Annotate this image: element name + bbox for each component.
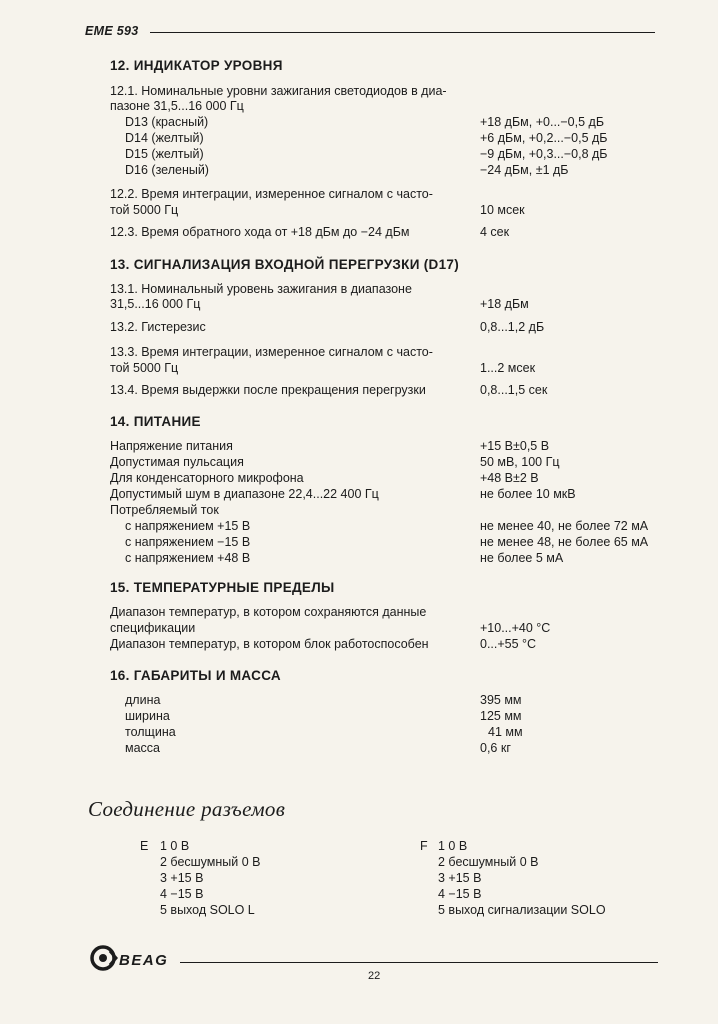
s13-p3-line1: 13.3. Время интеграции, измеренное сигналом с часто-: [110, 345, 433, 359]
section-16-title: 16. ГАБАРИТЫ И МАССА: [110, 668, 281, 683]
header-rule: [150, 32, 655, 33]
dimension-value: 395 мм: [480, 693, 522, 707]
connectors-title: Соединение разъемов: [88, 797, 286, 821]
s14-current-row-value: не более 5 мА: [480, 551, 564, 565]
dimension-value: 125 мм: [480, 709, 522, 723]
s15-r1-line1: Диапазон температур, в котором сохраняются данные: [110, 605, 427, 619]
beag-logo: [88, 943, 183, 973]
connector-e-pin: 4 −15 В: [160, 887, 204, 901]
dimension-label: масса: [125, 741, 160, 755]
s12-p3-line1: 12.3. Время обратного хода от +18 дБм до −24 дБм: [110, 225, 410, 239]
s13-p4-line1: 13.4. Время выдержки после прекращения перегрузки: [110, 383, 426, 397]
s13-p4-value: 0,8...1,5 сек: [480, 383, 548, 397]
s12-p1-line1: 12.1. Номинальные уровни зажигания светодиодов в диа-: [110, 84, 447, 98]
connector-f-pin: 1 0 B: [438, 839, 468, 853]
dimension-label: длина: [125, 693, 161, 707]
s13-p1-line2: 31,5...16 000 Гц: [110, 297, 201, 311]
led-label: D16 (зеленый): [125, 163, 209, 177]
s13-p1-line1: 13.1. Номинальный уровень зажигания в диапазоне: [110, 282, 412, 296]
dimension-value: 0,6 кг: [480, 741, 511, 755]
led-value: +18 дБм, +0...−0,5 дБ: [480, 115, 605, 129]
dimension-label: толщина: [125, 725, 176, 739]
led-label: D14 (желтый): [125, 131, 204, 145]
dimension-label: ширина: [125, 709, 170, 723]
section-13-title: 13. СИГНАЛИЗАЦИЯ ВХОДНОЙ ПЕРЕГРУЗКИ (D17): [110, 257, 460, 272]
led-label: D13 (красный): [125, 115, 209, 129]
connector-f-pin: 3 +15 В: [438, 871, 482, 885]
s13-p3-value: 1...2 мсек: [480, 361, 536, 375]
s14-row-value: +48 В±2 В: [480, 471, 539, 485]
s14-current-row-label: с напряжением +48 В: [125, 551, 251, 565]
page-number: 22: [368, 970, 381, 982]
s14-current-row-value: не менее 40, не более 72 мА: [480, 519, 649, 533]
s12-p2-line2: той 5000 Гц: [110, 203, 179, 217]
s14-row-value: не более 10 мкВ: [480, 487, 576, 501]
header-model: EME 593: [85, 24, 139, 38]
footer-rule: [180, 962, 658, 963]
s14-row-label: Допустимый шум в диапазоне 22,4...22 400 Гц: [110, 487, 379, 501]
connector-f-pin: 2 бесшумный 0 В: [438, 855, 539, 869]
s13-p3-line2: той 5000 Гц: [110, 361, 179, 375]
s13-p2-line1: 13.2. Гистерезис: [110, 320, 206, 334]
s15-r1-line2: спецификации: [110, 621, 196, 635]
s15-r2-line1: Диапазон температур, в котором блок работоспособен: [110, 637, 429, 651]
s12-p2-line1: 12.2. Время интеграции, измеренное сигналом с часто-: [110, 187, 433, 201]
s14-current-row-label: с напряжением +15 В: [125, 519, 251, 533]
led-value: −24 дБм, ±1 дБ: [480, 163, 569, 177]
s14-current-row-value: не менее 48, не более 65 мА: [480, 535, 649, 549]
s13-p1-value: +18 дБм: [480, 297, 529, 311]
s14-row-label: Напряжение питания: [110, 439, 233, 453]
led-label: D15 (желтый): [125, 147, 204, 161]
s12-p3-value: 4 сек: [480, 225, 510, 239]
connector-e-pin: 5 выход SOLO L: [160, 903, 255, 917]
dimension-value: 41 мм: [488, 725, 523, 739]
s14-row-label: Допустимая пульсация: [110, 455, 244, 469]
s14-row-value: +15 В±0,5 В: [480, 439, 550, 453]
s12-p2-value: 10 мсек: [480, 203, 525, 217]
connector-e-pin: 1 0 B: [160, 839, 190, 853]
led-value: −9 дБм, +0,3...−0,8 дБ: [480, 147, 608, 161]
s15-r1-value: +10...+40 °С: [480, 621, 551, 635]
connector-f-letter: F: [420, 839, 428, 853]
connector-e-letter: E: [140, 839, 149, 853]
section-14-title: 14. ПИТАНИЕ: [110, 414, 201, 429]
s15-r2-value: 0...+55 °С: [480, 637, 537, 651]
logo-text: BEAG: [119, 952, 169, 969]
section-12-title: 12. ИНДИКАТОР УРОВНЯ: [110, 58, 283, 73]
led-value: +6 дБм, +0,2...−0,5 дБ: [480, 131, 608, 145]
connector-f-pin: 5 выход сигнализации SOLO: [438, 903, 606, 917]
s12-p1-line2: пазоне 31,5...16 000 Гц: [110, 99, 244, 113]
connector-e-pin: 2 бесшумный 0 В: [160, 855, 261, 869]
s14-current-label: Потребляемый ток: [110, 503, 219, 517]
s14-row-label: Для конденсаторного микрофона: [110, 471, 304, 485]
connector-f-pin: 4 −15 В: [438, 887, 482, 901]
s14-current-row-label: с напряжением −15 В: [125, 535, 251, 549]
s13-p2-value: 0,8...1,2 дБ: [480, 320, 545, 334]
section-15-title: 15. ТЕМПЕРАТУРНЫЕ ПРЕДЕЛЫ: [110, 580, 335, 595]
s14-row-value: 50 мВ, 100 Гц: [480, 455, 560, 469]
connector-e-pin: 3 +15 В: [160, 871, 204, 885]
